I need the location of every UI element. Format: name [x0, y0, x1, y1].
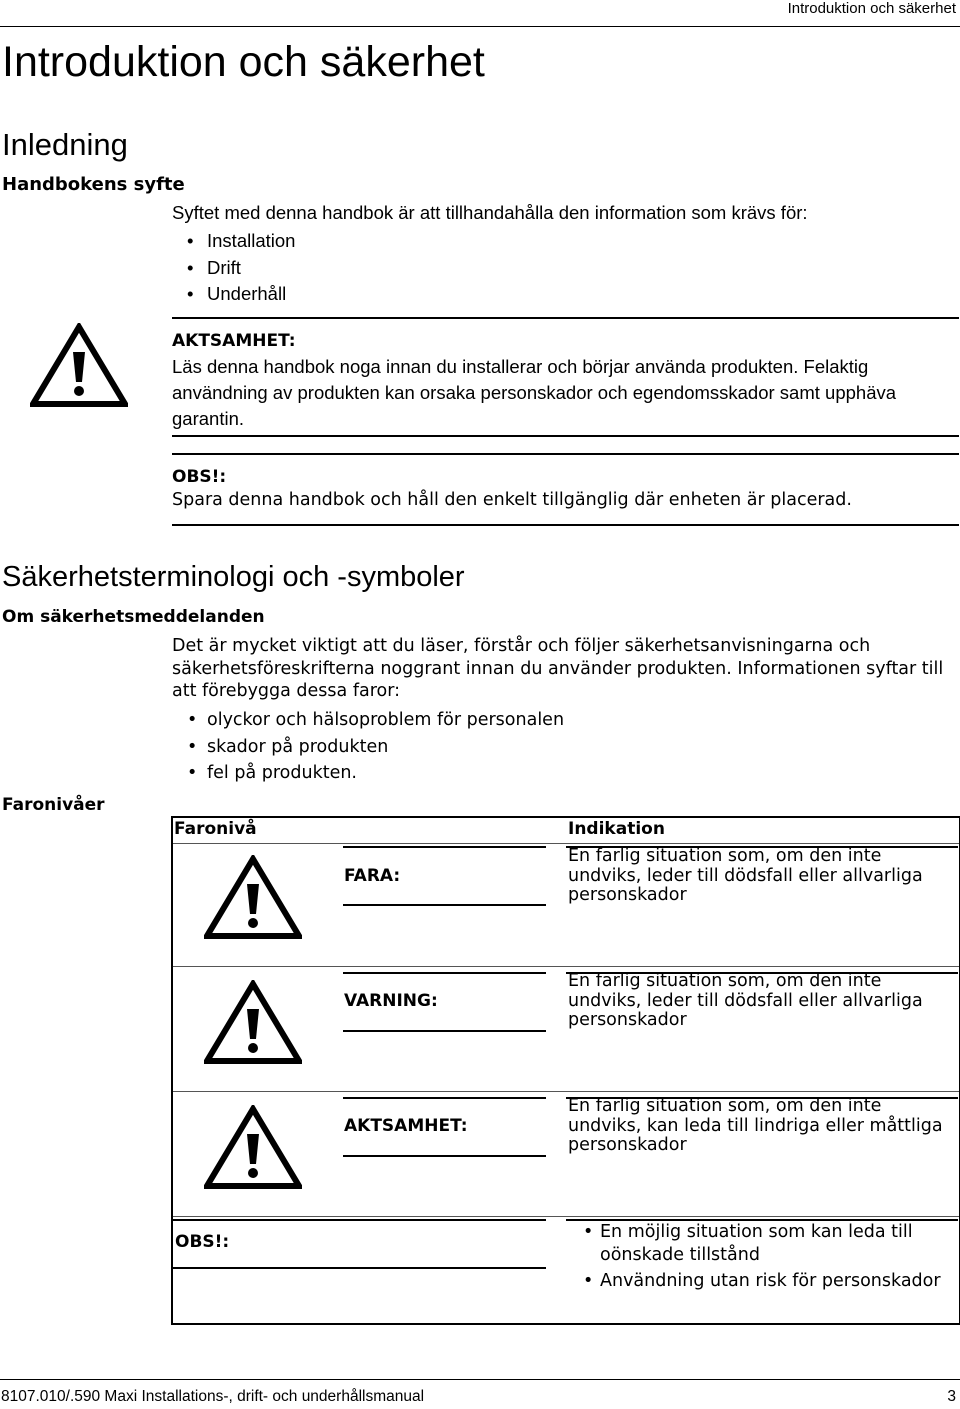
table-header-rule	[173, 843, 959, 844]
label-top-rule	[343, 972, 546, 974]
list-item: • Underhåll	[187, 281, 887, 308]
footer-rule	[0, 1379, 960, 1380]
hazard-levels-label: Faronivåer	[2, 795, 105, 815]
list-item: • Drift	[187, 255, 887, 282]
note-list	[583, 1221, 953, 1293]
table-header-level: Faronivå	[174, 819, 257, 839]
list-item: • Användning utan risk för personskador	[583, 1270, 953, 1293]
label-top-rule	[343, 1097, 546, 1099]
caution-text: Läs denna handbok noga innan du installerar och börjar använda produkten. Felaktig användning av produkten kan orsaka personskador och egendomsskador samt upphäva garantin.	[172, 356, 897, 429]
row-divider	[173, 966, 959, 967]
warning-triangle-icon	[30, 323, 128, 407]
running-header: Introduktion och säkerhet	[787, 0, 956, 17]
hazard-label-caution: AKTSAMHET:	[344, 1116, 468, 1136]
list-item: • Installation	[187, 228, 887, 255]
label-top-rule	[173, 1219, 546, 1221]
section-heading-intro: Inledning	[2, 127, 128, 162]
purpose-list	[187, 228, 887, 308]
hazard-label-danger: FARA:	[344, 866, 401, 886]
warning-triangle-icon	[204, 855, 302, 939]
list-item: • olyckor och hälsoproblem för personalen	[187, 707, 887, 734]
table-header-indication: Indikation	[568, 819, 665, 839]
hazard-list	[187, 707, 887, 787]
label-bottom-rule	[343, 1030, 546, 1032]
label-top-rule	[343, 846, 546, 848]
section-heading-safety: Säkerhetsterminologi och -symboler	[2, 561, 465, 593]
row-divider	[173, 1216, 959, 1217]
hazard-text-caution: En farlig situation som, om den inte undviks, kan leda till lindriga eller måttliga personskador	[568, 1096, 943, 1155]
footer-doc-title: 8107.010/.590 Maxi Installations-, drift- och underhållsmanual	[1, 1388, 425, 1405]
subheading-purpose: Handbokens syfte	[2, 174, 185, 195]
subheading-safety-messages: Om säkerhetsmeddelanden	[2, 607, 265, 627]
caution-bottom-rule	[172, 435, 959, 437]
note-label: OBS!:	[172, 467, 227, 487]
label-bottom-rule	[343, 1155, 546, 1157]
header-rule	[0, 26, 960, 27]
label-bottom-rule	[343, 904, 546, 906]
purpose-lead: Syftet med denna handbok är att tillhandahålla den information som krävs för:	[172, 202, 808, 223]
hazard-label-note: OBS!:	[175, 1232, 230, 1252]
hazard-text-danger: En farlig situation som, om den inte undviks, leder till dödsfall eller allvarliga personskador	[568, 846, 923, 905]
label-bottom-rule	[173, 1267, 546, 1269]
hazard-label-warning: VARNING:	[344, 991, 438, 1011]
list-item: • skador på produkten	[187, 734, 887, 761]
caution-top-rule	[172, 317, 959, 319]
page-title: Introduktion och säkerhet	[2, 38, 485, 86]
note-text: Spara denna handbok och håll den enkelt tillgänglig där enheten är placerad.	[172, 490, 852, 510]
caution-label: AKTSAMHET:	[172, 331, 296, 351]
list-item: • fel på produkten.	[187, 760, 887, 787]
list-item: • En möjlig situation som kan leda till oönskade tillstånd	[583, 1221, 953, 1267]
page-number: 3	[947, 1388, 956, 1405]
note-bottom-rule	[172, 524, 959, 526]
safety-text: Det är mycket viktigt att du läser, förstår och följer säkerhetsanvisningarna och säkerhetsföreskrifterna noggrant innan du använder produkten. Informationen syftar till att förebygga dessa faror:	[172, 636, 944, 701]
warning-triangle-icon	[204, 1105, 302, 1189]
note-top-rule	[172, 453, 959, 455]
row-divider	[173, 1091, 959, 1092]
warning-triangle-icon	[204, 980, 302, 1064]
hazard-text-warning: En farlig situation som, om den inte undviks, leder till dödsfall eller allvarliga personskador	[568, 971, 923, 1030]
